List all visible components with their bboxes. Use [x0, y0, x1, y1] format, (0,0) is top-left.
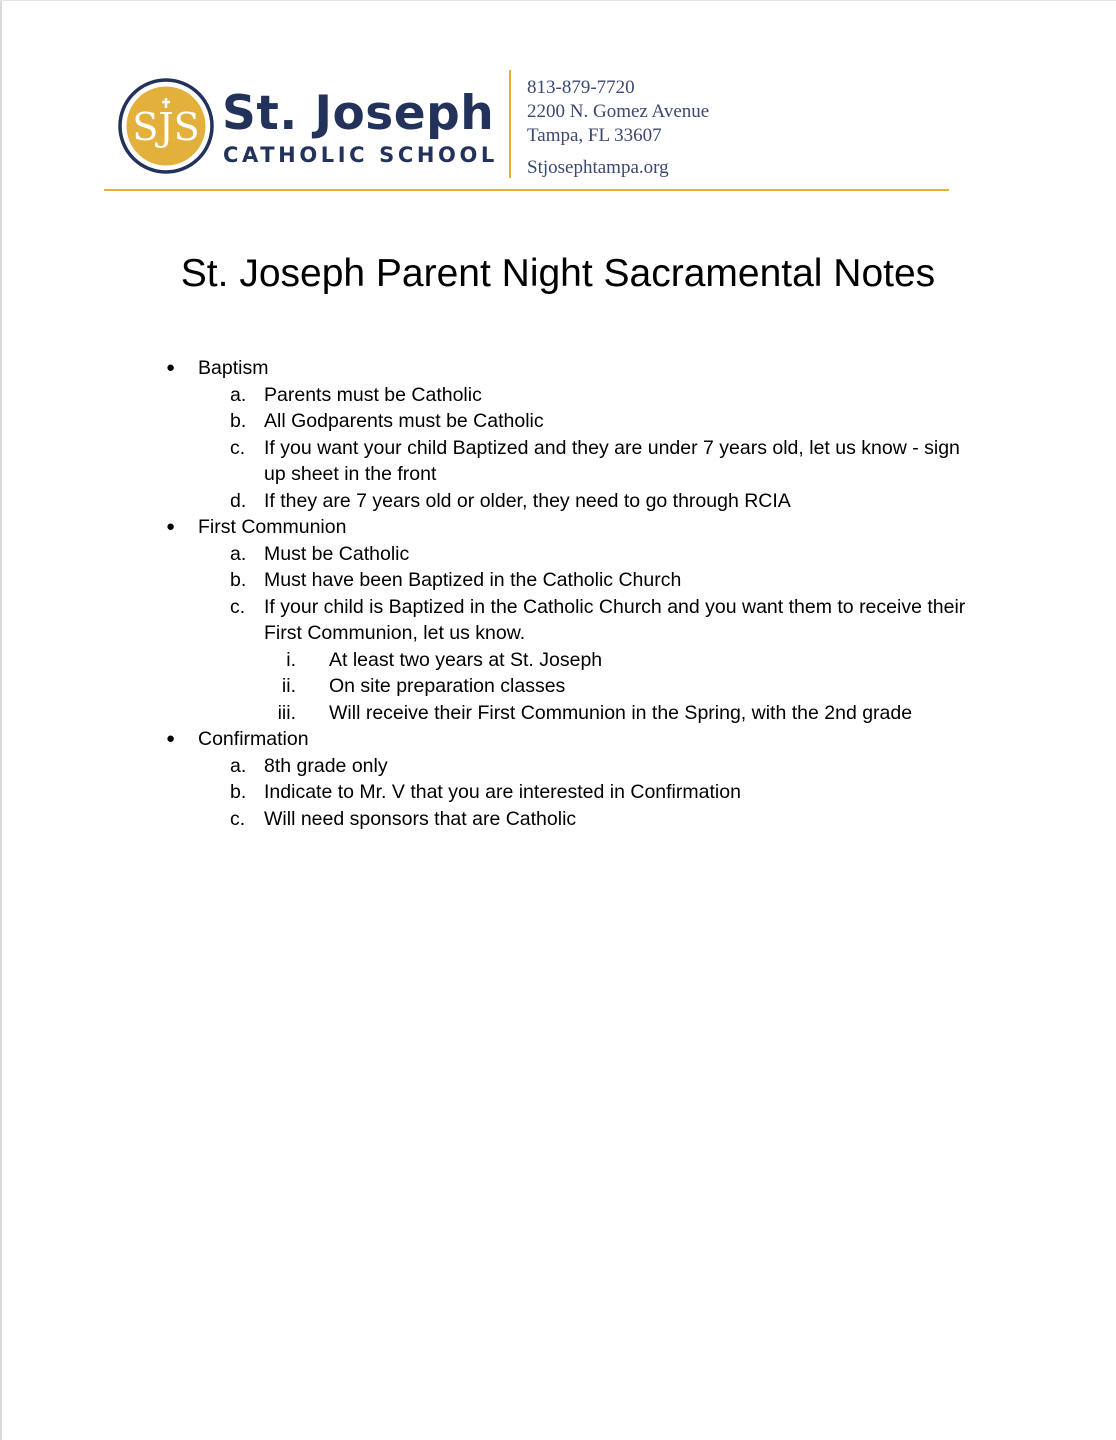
list-item-marker: d.: [230, 489, 247, 512]
list-item-text: up sheet in the front: [264, 463, 437, 485]
letterhead-rule: [104, 189, 949, 191]
section-heading: [0, 514, 1116, 541]
list-item-marker: c.: [230, 807, 246, 830]
list-item-text: Must be Catholic: [264, 542, 410, 565]
section-heading-text: First Communion: [198, 516, 347, 538]
list-item: [0, 779, 1116, 806]
list-item: [0, 408, 1116, 435]
list-item-marker: a.: [230, 754, 247, 777]
list-item-text: First Communion, let us know.: [264, 622, 526, 644]
list-item-marker: c.: [230, 436, 246, 459]
list-item-text: Indicate to Mr. V that you are interested in Confirmation: [264, 781, 741, 803]
list-item-marker: b.: [230, 410, 247, 432]
sub-list-item-marker: iii.: [277, 701, 296, 724]
sub-list-item-marker: ii.: [281, 675, 296, 697]
list-item: [0, 806, 1116, 833]
address-line-2: Tampa, FL 33607: [527, 125, 662, 146]
sub-list-item: [0, 647, 1116, 674]
list-item: [0, 435, 1116, 462]
address-line-1: 2200 N. Gomez Avenue: [527, 101, 710, 122]
list-item-marker: a.: [230, 383, 247, 406]
list-item: [0, 488, 1116, 515]
list-item-text: All Godparents must be Catholic: [264, 410, 544, 432]
list-item-marker: c.: [230, 595, 246, 618]
list-item-text: If your child is Baptized in the Catholic Church and you want them to receive their: [264, 595, 966, 618]
sub-list-item: [0, 673, 1116, 700]
notes-list: [0, 355, 1116, 832]
section-heading-marker: ●: [166, 730, 176, 747]
school-seal-logo: [118, 78, 214, 174]
section-heading: [0, 726, 1116, 753]
list-item-marker: b.: [230, 781, 247, 803]
list-item: [0, 753, 1116, 780]
list-item-marker: a.: [230, 542, 247, 565]
letterhead-divider: [509, 70, 511, 178]
phone-number: 813-879-7720: [527, 77, 635, 98]
website-link[interactable]: Stjosephtampa.org: [527, 157, 669, 178]
contact-block: [527, 76, 709, 180]
list-item: [0, 461, 1116, 488]
section-heading-text: Confirmation: [198, 728, 309, 750]
list-item: [0, 382, 1116, 409]
sub-list-item-text: At least two years at St. Joseph: [329, 648, 603, 671]
list-item-text: Parents must be Catholic: [264, 383, 482, 406]
list-item-text: 8th grade only: [264, 754, 388, 777]
list-item-text: If they are 7 years old or older, they need to go through RCIA: [264, 489, 791, 512]
list-item-text: Will need sponsors that are Catholic: [264, 807, 577, 830]
letterhead: [104, 66, 949, 194]
list-item-text: Must have been Baptized in the Catholic Church: [264, 569, 682, 591]
school-subtitle: CATHOLIC SCHOOL: [223, 143, 498, 167]
sub-list-item-text: On site preparation classes: [329, 675, 566, 697]
section-heading-marker: ●: [166, 359, 176, 376]
section-heading: [0, 355, 1116, 382]
list-item: [0, 594, 1116, 621]
list-item-marker: b.: [230, 569, 247, 591]
sub-list-item-text: Will receive their First Communion in the Spring, with the 2nd grade: [329, 701, 913, 724]
sub-list-item-marker: i.: [286, 648, 296, 671]
document-title: St. Joseph Parent Night Sacramental Notes: [180, 252, 936, 295]
page-edge-top: [0, 0, 1116, 1]
sub-list-item: [0, 700, 1116, 727]
list-item: [0, 620, 1116, 647]
section-heading-marker: ●: [166, 518, 176, 535]
seal-letters: SJS: [132, 105, 200, 149]
section-heading-text: Baptism: [198, 357, 269, 379]
list-item-text: If you want your child Baptized and they are under 7 years old, let us know - sign: [264, 436, 960, 459]
list-item: [0, 567, 1116, 594]
school-name: St. Joseph: [222, 86, 495, 141]
list-item: [0, 541, 1116, 568]
